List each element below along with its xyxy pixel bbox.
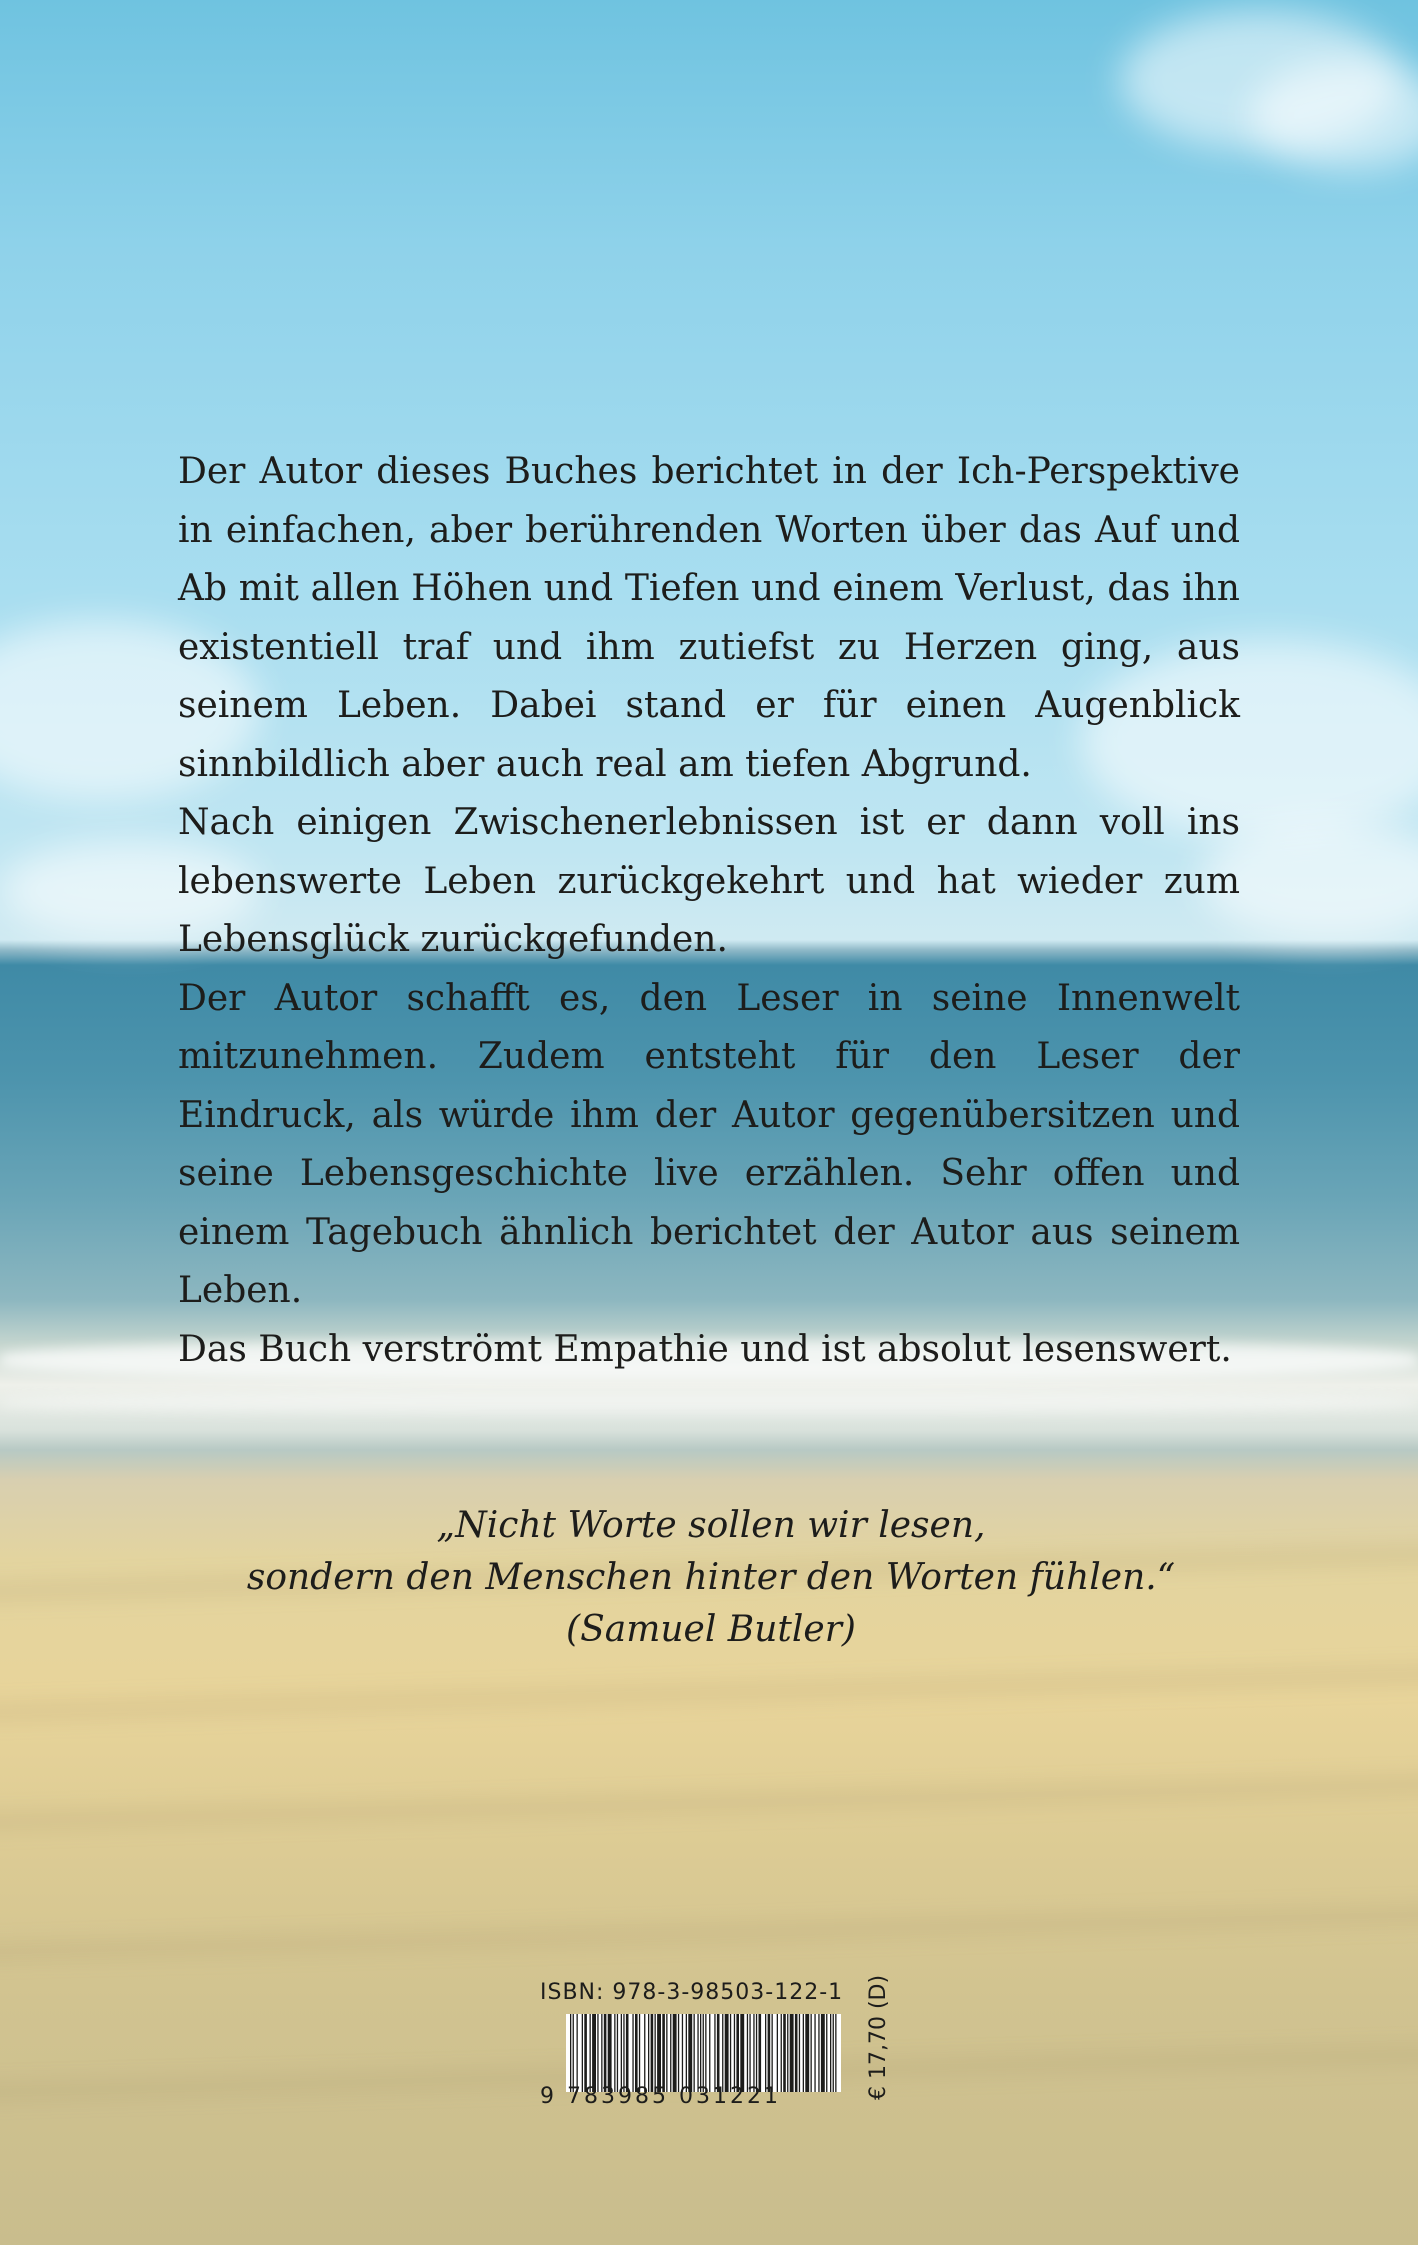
barcode-bar <box>818 2014 819 2092</box>
barcode-bar <box>673 2014 677 2092</box>
barcode-bar <box>833 2014 834 2092</box>
blurb-paragraph: Der Autor dieses Buches berichtet in der Ich-Perspektive in einfachen, aber berührenden Worten über das Auf und Ab mit allen Höhen und Tiefen und einem Verlust, das ihn existentiell traf und ihm zutiefst zu Herzen ging, aus seinem Leben. Dabei stand er für einen Augenblick sinnbildlich aber auch real am tiefen Abgrund. <box>178 451 1240 785</box>
barcode-bar <box>614 2014 615 2092</box>
barcode-bar <box>655 2014 656 2092</box>
barcode-bar <box>584 2014 587 2092</box>
barcode-bar <box>686 2014 687 2092</box>
barcode-bar <box>632 2014 633 2092</box>
barcode-bar <box>590 2014 591 2092</box>
barcode-bar <box>592 2014 596 2092</box>
barcode-bar <box>694 2014 695 2092</box>
barcode-bar <box>577 2014 578 2092</box>
barcode-bar <box>811 2014 812 2092</box>
barcode-bar <box>783 2014 786 2092</box>
barcode-bar <box>697 2014 698 2092</box>
barcode-bar <box>608 2014 612 2092</box>
barcode-bar <box>670 2014 671 2092</box>
barcode-block <box>536 1974 891 2128</box>
barcode-bar <box>688 2014 692 2092</box>
wave-foam <box>0 1392 1418 1414</box>
barcode-bar <box>830 2014 831 2092</box>
barcode-bar <box>736 2014 739 2092</box>
barcode-bar <box>730 2014 731 2092</box>
quote-line: „Nicht Worte sollen wir lesen, <box>436 1505 986 1546</box>
barcode-bar <box>635 2014 638 2092</box>
barcode-bar <box>709 2014 710 2092</box>
barcode-bar <box>648 2014 649 2092</box>
barcode-bar <box>570 2014 571 2092</box>
blurb-paragraph: Der Autor schafft es, den Leser in seine Innenwelt mitzunehmen. Zudem entsteht für den Leser der Eindruck, als würde ihm der Autor gegenübersitzen und seine Lebensgeschichte live erzählen. Sehr offen und einem Tagebuch ähnlich berichtet der Autor aus seinem Leben. <box>178 977 1240 1311</box>
barcode-bar <box>714 2014 715 2092</box>
quote <box>180 1500 1242 1656</box>
barcode-bar <box>725 2014 729 2092</box>
barcode-bar <box>734 2014 735 2092</box>
barcode-bar <box>747 2014 748 2092</box>
barcode-bar <box>604 2014 607 2092</box>
barcode-bar <box>657 2014 661 2092</box>
barcode-bar <box>826 2014 827 2092</box>
blurb-paragraph: Das Buch verströmt Empathie und ist absolut lesenswert. <box>178 1328 1232 1370</box>
barcode-bar <box>700 2014 701 2092</box>
barcode-bar <box>768 2014 771 2092</box>
price-label: € 17,70 (D) <box>866 1974 891 2100</box>
barcode-bar <box>601 2014 602 2092</box>
quote-attribution: (Samuel Butler) <box>566 1609 856 1650</box>
barcode-bar <box>666 2014 667 2092</box>
barcode-bar <box>705 2014 706 2092</box>
barcode-bar <box>717 2014 720 2092</box>
barcode-icon <box>566 2014 841 2092</box>
barcode-bar <box>662 2014 665 2092</box>
barcode-bar <box>644 2014 645 2092</box>
barcode-bar <box>772 2014 773 2092</box>
barcode-bar <box>703 2014 704 2092</box>
barcode-bar <box>821 2014 825 2092</box>
barcode-bar <box>749 2014 750 2092</box>
quote-line: sondern den Menschen hinter den Worten fühlen.“ <box>246 1557 1176 1598</box>
barcode-bar <box>756 2014 757 2092</box>
barcode-bar <box>651 2014 654 2092</box>
ean-digits: 9 783985 031221 <box>540 2084 781 2109</box>
barcode-bar <box>781 2014 782 2092</box>
barcode-bar <box>803 2014 804 2092</box>
barcode-bar <box>678 2014 679 2092</box>
barcode-bar <box>626 2014 629 2092</box>
barcode-bar <box>814 2014 815 2092</box>
barcode-bar <box>790 2014 794 2092</box>
barcode-bar <box>623 2014 624 2092</box>
barcode-bar <box>682 2014 683 2092</box>
barcode-bar <box>799 2014 800 2092</box>
barcode-bar <box>765 2014 766 2092</box>
barcode-bar <box>740 2014 744 2092</box>
sand-streak <box>0 1660 1418 1726</box>
barcode-bar <box>639 2014 640 2092</box>
barcode-bar <box>597 2014 598 2092</box>
barcode-bar <box>722 2014 723 2092</box>
blurb-paragraph: Nach einigen Zwischenerlebnissen ist er dann voll ins lebenswerte Leben zurückgekehrt und hat wieder zum Lebensglück zurückgefunden. <box>178 802 1240 960</box>
isbn-label: ISBN: 978-3-98503-122-1 <box>540 1980 844 2005</box>
barcode-bar <box>787 2014 788 2092</box>
barcode-bar <box>759 2014 762 2092</box>
barcode-bar <box>795 2014 798 2092</box>
sand-streak <box>0 1770 1418 1836</box>
barcode-bar <box>753 2014 754 2092</box>
sand-streak <box>0 1900 1418 1966</box>
barcode-bar <box>621 2014 622 2092</box>
barcode-bar <box>582 2014 583 2092</box>
barcode-bar <box>805 2014 809 2092</box>
barcode-bar <box>617 2014 618 2092</box>
barcode-bar <box>835 2014 836 2092</box>
blurb-text <box>178 443 1240 1379</box>
barcode-bar <box>573 2014 574 2092</box>
barcode-bar <box>777 2014 778 2092</box>
